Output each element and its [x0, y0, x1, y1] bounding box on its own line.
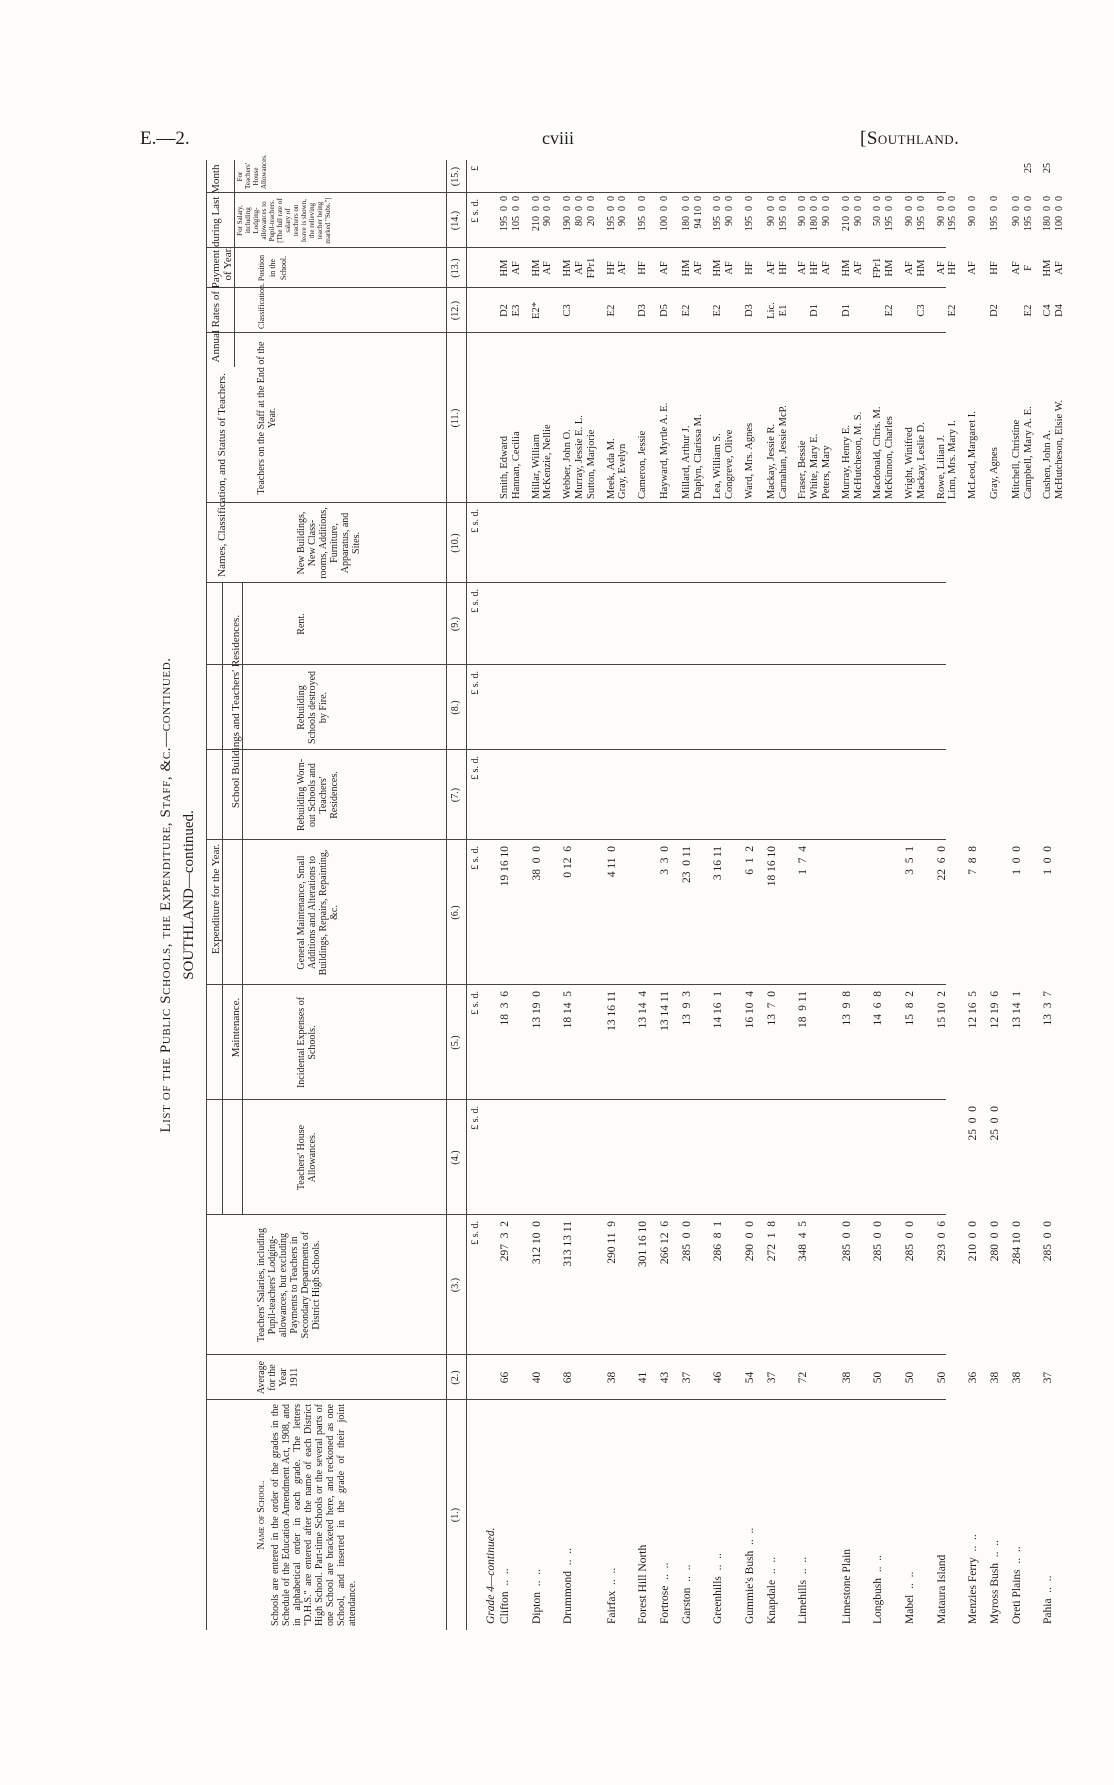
teacher-position: AF	[797, 261, 809, 275]
teacher-salary: 210 0 0	[840, 196, 852, 231]
incidental-expenses: 18 3 6	[499, 991, 511, 1026]
teacher-classification: E2	[605, 304, 617, 317]
incidental-expenses: 13 14 11	[659, 991, 671, 1031]
teacher-salary: 195 0 0	[915, 196, 927, 231]
teacher-salary: 50 0 0	[872, 196, 884, 226]
teacher-position: AF	[967, 261, 979, 275]
teacher-classification: E2	[712, 304, 724, 317]
column-header-c6: General Maintenance, Small Additions and Alterations to Buildings, Repairs, Repainting, &c.	[296, 849, 340, 976]
school-name: Mabel .. ..	[904, 1571, 916, 1624]
teacher-name: Murray, Henry E.	[840, 425, 852, 499]
teacher-name: Wright, Winifred	[904, 427, 915, 499]
teacher-classification: C4	[1042, 304, 1054, 317]
teacher-salary: 180 0 0	[809, 196, 821, 231]
column-number: (15.)	[450, 166, 461, 187]
teacher-position: HM	[680, 259, 692, 277]
incidental-expenses: 13 14 1	[1010, 991, 1023, 1029]
average-attendance: 50	[872, 1371, 885, 1384]
school-name: Clifton .. ..	[499, 1568, 511, 1624]
teacher-classification: E2	[884, 304, 896, 317]
incidental-expenses: 13 7 0	[765, 991, 778, 1026]
school-name: Pahia .. ..	[1042, 1575, 1055, 1624]
average-attendance: 50	[904, 1371, 916, 1384]
teacher-classification: D2	[499, 304, 510, 317]
teacher-salary: 195 0 0	[947, 196, 959, 231]
school-col-title: Name of School.	[256, 1480, 267, 1550]
teacher-classification: C3	[915, 304, 927, 317]
house-allowance: 25 0 0	[967, 1106, 980, 1141]
money-units: £ s. d.	[470, 509, 481, 533]
group-buildings: School Buildings and Teachers' Residences.	[230, 583, 243, 840]
column-header-c8: Rebuilding Schools destroyed by Fire.	[296, 670, 329, 745]
teacher-salary: 94 10 0	[692, 196, 704, 229]
teacher-classification: E1	[777, 304, 789, 317]
teacher-classification: E2*	[530, 302, 542, 319]
average-attendance: 43	[659, 1371, 671, 1384]
teachers-salaries: 293 0 6	[935, 1221, 948, 1262]
teacher-position: FPr1	[585, 257, 597, 279]
incidental-expenses: 14 16 1	[712, 991, 725, 1029]
school-name: Knapdale .. ..	[765, 1556, 778, 1624]
teacher-name: Webber, John O.	[562, 429, 574, 499]
teacher-classification: D2	[989, 304, 1000, 317]
teacher-name: Cushen, John A.	[1042, 430, 1054, 499]
teacher-position: HM	[712, 259, 724, 277]
incidental-expenses: 13 9 8	[840, 991, 853, 1026]
school-name: Menzies Ferry .. ..	[967, 1534, 980, 1624]
teachers-salaries: 272 1 8	[765, 1221, 778, 1262]
incidental-expenses: 15 8 2	[904, 991, 916, 1026]
column-number: (10.)	[450, 533, 461, 553]
group-expenditure: Expenditure for the Year.	[210, 583, 223, 1215]
teacher-name: McKenzie, Nellie	[542, 424, 554, 499]
teacher-salary: 90 0 0	[821, 196, 832, 226]
teacher-position: HM	[562, 259, 574, 277]
table-title: List of the Public Schools, the Expenditure, Staff, &c.—continued.	[158, 657, 174, 1133]
column-header-c3: Teachers' Salaries, including Pupil-teachers' Lodging-allowances, but excluding Payments to Teachers in Secondary Departments of District High Schools.	[256, 1227, 322, 1343]
money-units: £ s. d.	[470, 671, 481, 695]
teachers-salaries: 313 13 11	[562, 1221, 575, 1267]
general-maintenance: 0 12 6	[562, 846, 575, 878]
school-name: Drummond .. ..	[562, 1547, 575, 1624]
column-header-c7: Rebuilding Worn-out Schools and Teachers' Residences.	[296, 758, 340, 832]
teacher-name: Daplyn, Clarissa M.	[692, 414, 704, 499]
teacher-salary: 90 0 0	[617, 196, 629, 226]
teacher-position: HF	[989, 261, 1000, 275]
incidental-expenses: 14 6 8	[872, 991, 885, 1026]
teacher-classification: C3	[562, 304, 574, 317]
incidental-expenses: 13 14 4	[637, 991, 650, 1029]
grade-label: Grade 4—continued.	[485, 1527, 497, 1624]
column-header-c11: Teachers on the Staff at the End of the Year.	[256, 341, 278, 495]
teacher-name: Millard, Arthur J.	[680, 425, 692, 499]
teacher-salary: 195 0 0	[712, 196, 724, 231]
average-attendance: 38	[1010, 1371, 1023, 1384]
page-number: cviii	[542, 128, 574, 148]
teacher-position: AF	[617, 261, 629, 275]
school-col-note: Schools are entered in the order of the grades in the Schedule of the Education Amendment Act, 1908, and in alphabetical order in each grade. The letters "D.H.S." are entered after the name of each District High School. Part-time Schools or the several parts of one School are bracketed here, and reckoned as one School, and inserted in the grade of their joint attendance.	[270, 1404, 358, 1626]
school-name: Limestone Plain	[840, 1548, 853, 1624]
teachers-salaries: 297 3 2	[499, 1221, 511, 1262]
teachers-salaries: 285 0 0	[840, 1221, 853, 1262]
column-number: (7.)	[450, 787, 461, 803]
average-attendance: 37	[765, 1371, 778, 1384]
group-staff: Names, Classification, and Status of Teachers.	[216, 373, 228, 577]
teacher-classification: D3	[637, 304, 649, 317]
teacher-name: Sutton, Marjorie	[585, 429, 597, 499]
teacher-name: Linn, Mrs. Mary I.	[947, 420, 959, 499]
teacher-classification: D1	[809, 304, 821, 317]
school-name: Longbush .. ..	[872, 1555, 885, 1624]
teachers-salaries: 290 0 0	[744, 1221, 756, 1262]
teacher-salary: 195 0 0	[777, 196, 789, 231]
teacher-position: AF	[765, 261, 777, 275]
teacher-name: McHutcheson, Elsie W.	[1054, 399, 1066, 499]
teacher-name: Murray, Jessie E. L.	[574, 415, 585, 499]
average-attendance: 36	[967, 1371, 980, 1384]
teacher-house-allowance: 25	[1042, 163, 1054, 173]
teacher-position: AF	[1054, 261, 1066, 275]
teacher-name: Cameron, Jessie	[637, 430, 649, 499]
teacher-salary: 100 0 0	[659, 196, 670, 231]
teachers-salaries: 285 0 0	[680, 1221, 693, 1262]
average-attendance: 38	[840, 1371, 853, 1384]
teacher-salary: 90 0 0	[935, 196, 947, 226]
teacher-salary: 195 0 0	[605, 196, 617, 231]
teacher-position: AF	[692, 261, 704, 275]
incidental-expenses: 12 19 6	[989, 991, 1001, 1029]
teacher-name: Ward, Mrs. Agnes	[744, 422, 755, 499]
teacher-position: AF	[935, 261, 947, 275]
general-maintenance: 3 3 0	[659, 846, 671, 875]
teacher-position: HF	[744, 261, 755, 275]
teachers-salaries: 266 12 6	[659, 1221, 671, 1265]
teacher-position: HM	[840, 259, 852, 277]
column-number: (11.)	[450, 408, 461, 428]
teachers-salaries: 284 10 0	[1010, 1221, 1023, 1265]
house-allowance: 25 0 0	[989, 1106, 1001, 1141]
average-attendance: 38	[605, 1371, 618, 1384]
general-maintenance: 38 0 0	[530, 846, 543, 881]
teacher-position: HM	[915, 259, 927, 277]
teachers-salaries: 348 4 5	[797, 1221, 810, 1262]
general-maintenance: 7 8 8	[967, 846, 980, 875]
column-number: (4.)	[450, 1150, 461, 1165]
school-name: Dipton .. ..	[530, 1569, 543, 1624]
school-name: Fairfax .. ..	[605, 1567, 618, 1624]
incidental-expenses: 18 9 11	[797, 991, 810, 1028]
teacher-salary: 105 0 0	[510, 196, 522, 231]
money-units: £ s. d.	[470, 756, 481, 780]
average-attendance: 68	[562, 1371, 575, 1384]
general-maintenance: 23 0 11	[680, 846, 693, 883]
teacher-position: HM	[499, 259, 510, 277]
money-units: £ s. d.	[470, 589, 481, 613]
column-header-c15: For Teachers' House Allowances.	[236, 154, 268, 189]
general-maintenance: 4 11 0	[605, 846, 618, 878]
teacher-salary: 90 0 0	[542, 196, 554, 226]
teacher-classification: D4	[1054, 304, 1066, 317]
teacher-salary: 90 0 0	[765, 196, 777, 226]
column-header-c1	[256, 1404, 358, 1626]
teachers-salaries: 210 0 0	[967, 1221, 980, 1262]
teacher-position: AF	[724, 261, 736, 275]
teacher-salary: 20 0 0	[585, 196, 597, 226]
teachers-salaries: 312 10 0	[530, 1221, 543, 1265]
column-number: (12.)	[450, 300, 461, 321]
teacher-salary: 210 0 0	[530, 196, 542, 231]
teacher-name: Mitchell, Christine	[1010, 419, 1022, 499]
teacher-position: HM	[1042, 259, 1054, 277]
teacher-salary: 100 0 0	[1054, 196, 1066, 231]
teachers-salaries: 301 16 10	[637, 1221, 650, 1267]
teacher-salary: 90 0 0	[1010, 196, 1022, 226]
teacher-position: AF	[821, 261, 832, 275]
teacher-name: Mackay, Leslie D.	[915, 422, 927, 499]
teacher-name: Smith, Edward	[499, 436, 510, 499]
teacher-position: HF	[637, 261, 649, 275]
average-attendance: 40	[530, 1371, 543, 1384]
teacher-salary: 90 0 0	[852, 196, 864, 226]
incidental-expenses: 13 3 7	[1042, 991, 1055, 1026]
teacher-classification: E3	[510, 304, 522, 317]
column-number: (5.)	[450, 1035, 461, 1050]
column-header-c5: Incidental Expenses of Schools.	[296, 996, 318, 1089]
teacher-salary: 195 0 0	[1022, 196, 1034, 231]
teacher-classification: D3	[744, 304, 755, 317]
teacher-classification: Lic.	[765, 302, 777, 319]
teacher-position: FPr1	[872, 257, 884, 279]
general-maintenance: 1 0 0	[1010, 846, 1023, 875]
column-header-c14: For Salary, including Lodging-allowances to Pupil-teachers. [The full rate of salary of teachers on leave is shown, the relieving teacher being marked "Subs."]	[236, 197, 332, 244]
average-attendance: 46	[712, 1371, 725, 1384]
column-header-c9: Rent.	[296, 613, 307, 635]
average-attendance: 72	[797, 1371, 810, 1384]
teacher-name: Fraser, Bessie	[797, 440, 809, 499]
general-maintenance: 3 16 11	[712, 846, 725, 881]
teacher-salary: 195 0 0	[744, 196, 755, 231]
teachers-salaries: 285 0 0	[904, 1221, 916, 1262]
money-units: £ s. d.	[470, 846, 481, 870]
column-header-c4: Teachers' House Allowances.	[296, 1124, 318, 1191]
teacher-salary: 90 0 0	[904, 196, 915, 226]
teacher-name: McHutcheson, M. S.	[852, 411, 864, 499]
teacher-name: Hayward, Myrtle A. E.	[659, 402, 670, 499]
general-maintenance: 19 16 10	[499, 846, 511, 887]
teacher-name: White, Mary E.	[809, 433, 821, 499]
teacher-position: AF	[659, 261, 670, 275]
teacher-salary: 80 0 0	[574, 196, 585, 226]
teacher-name: Mackay, Jessie R.	[765, 423, 777, 499]
column-number: (9.)	[450, 616, 461, 632]
teacher-salary: 180 0 0	[1042, 196, 1054, 231]
incidental-expenses: 13 19 0	[530, 991, 543, 1029]
column-number: (8.)	[450, 700, 461, 715]
page-header-left: E.—2.	[140, 128, 190, 149]
group-maintenance: Maintenance.	[230, 840, 243, 1215]
teacher-salary: 90 0 0	[724, 196, 736, 226]
group-rates: Annual Rates of Payment during Last Month of Year.	[210, 160, 235, 367]
school-name: Mataura Island	[935, 1554, 948, 1624]
general-maintenance: 18 16 10	[765, 846, 778, 887]
rotated-table	[106, 154, 1066, 1630]
teacher-classification: E2	[1022, 304, 1034, 317]
teacher-salary: 180 0 0	[680, 196, 692, 231]
teacher-salary: 195 0 0	[884, 196, 896, 231]
teachers-salaries: 286 8 1	[712, 1221, 725, 1262]
average-attendance: 50	[935, 1371, 948, 1384]
general-maintenance: 3 5 1	[904, 846, 916, 875]
teachers-salaries: 285 0 0	[1042, 1221, 1055, 1262]
school-name: Forest Hill North	[637, 1544, 650, 1624]
teacher-name: Gray, Evelyn	[617, 443, 629, 499]
money-units: £ s. d.	[470, 199, 481, 223]
teacher-position: AF	[904, 261, 915, 275]
teacher-position: HF	[605, 261, 617, 275]
general-maintenance: 1 7 4	[797, 846, 810, 875]
teacher-position: AF	[510, 261, 522, 275]
column-header-c13: Position in the School.	[257, 254, 288, 282]
column-number: (6.)	[450, 905, 461, 920]
teacher-position: F	[1022, 265, 1034, 271]
teacher-name: Carnahan, Jessie McP.	[777, 405, 789, 499]
teacher-classification: E2	[680, 304, 692, 317]
table-subtitle: SOUTHLAND—continued.	[181, 810, 197, 980]
school-name: Oreti Plains .. ..	[1010, 1546, 1023, 1624]
teacher-classification: D1	[840, 304, 852, 317]
teacher-salary: 190 0 0	[562, 196, 574, 231]
column-header-c12: Classification.	[257, 283, 266, 329]
incidental-expenses: 13 9 3	[680, 991, 693, 1026]
column-number: (3.)	[450, 1277, 461, 1293]
average-attendance: 38	[989, 1371, 1001, 1384]
teacher-classification: E2	[947, 304, 959, 317]
teacher-name: Peters, Mary	[821, 445, 832, 499]
money-units: £	[470, 166, 481, 171]
average-attendance: 66	[499, 1371, 511, 1384]
teacher-position: AF	[574, 261, 585, 275]
column-number: (13.)	[450, 258, 461, 278]
teachers-salaries: 280 0 0	[989, 1221, 1001, 1262]
teachers-salaries: 290 11 9	[605, 1221, 618, 1264]
teacher-name: McKinnon, Charles	[884, 416, 896, 499]
column-number: (1.)	[450, 1507, 461, 1523]
teacher-salary: 90 0 0	[797, 196, 809, 226]
school-name: Myross Bush .. ..	[989, 1539, 1001, 1624]
teacher-name: Millar, William	[530, 434, 542, 499]
teacher-name: Rowe, Lilian J.	[935, 434, 947, 499]
teacher-house-allowance: 25	[1022, 163, 1034, 173]
teacher-name: Meek, Ada M.	[605, 438, 617, 499]
teacher-position: HM	[884, 259, 896, 277]
teacher-position: AF	[1010, 261, 1022, 275]
general-maintenance: 6 1 2	[744, 846, 756, 875]
incidental-expenses: 12 16 5	[967, 991, 980, 1029]
teachers-salaries: 285 0 0	[872, 1221, 885, 1262]
incidental-expenses: 13 16 11	[605, 991, 618, 1031]
column-number: (2.)	[450, 1370, 461, 1385]
teacher-salary: 195 0 0	[499, 196, 510, 231]
teacher-name: Macdonald, Chris. M.	[872, 406, 884, 499]
teacher-salary: 195 0 0	[989, 196, 1000, 231]
incidental-expenses: 16 10 4	[744, 991, 756, 1029]
money-units: £ s. d.	[470, 1221, 481, 1245]
teacher-name: Hannan, Cecilia	[510, 431, 522, 499]
incidental-expenses: 18 14 5	[562, 991, 575, 1029]
school-name: Garston .. ..	[680, 1564, 693, 1624]
school-name: Fortrose .. ..	[659, 1562, 671, 1624]
teacher-salary: 90 0 0	[967, 196, 979, 226]
money-units: £ s. d.	[470, 991, 481, 1015]
teacher-position: HF	[777, 261, 789, 275]
teacher-classification: D5	[659, 304, 670, 317]
teacher-position: AF	[852, 261, 864, 275]
teacher-salary: 195 0 0	[637, 196, 649, 231]
teacher-name: McLeod, Margaret I.	[967, 411, 979, 499]
teacher-name: Campbell, Mary A. E.	[1022, 406, 1034, 499]
teacher-position: HF	[947, 261, 959, 275]
general-maintenance: 1 0 0	[1042, 846, 1055, 875]
teacher-name: Congreve, Olive	[724, 429, 736, 499]
column-header-c10: New Buildings, New Class-rooms, Additions, Furniture, Apparatus, and Sites.	[296, 507, 362, 579]
school-name: Limehills .. ..	[797, 1556, 810, 1624]
page-header-right: [Southland.	[860, 128, 960, 149]
teacher-position: HM	[530, 259, 542, 277]
school-name: Greenhills .. ..	[712, 1553, 725, 1624]
teacher-position: HF	[809, 261, 821, 275]
incidental-expenses: 15 10 2	[935, 991, 948, 1029]
teacher-name: Lea, William S.	[712, 433, 724, 499]
teacher-position: AF	[542, 261, 554, 275]
money-units: £ s. d.	[470, 1106, 481, 1130]
column-header-c2: Average for the Year 1911	[256, 1360, 300, 1395]
average-attendance: 37	[1042, 1371, 1055, 1384]
average-attendance: 41	[637, 1371, 650, 1384]
column-number: (14.)	[450, 210, 461, 231]
average-attendance: 37	[680, 1371, 693, 1384]
general-maintenance: 22 6 0	[935, 846, 948, 881]
school-name: Gummie's Bush .. ..	[744, 1527, 756, 1624]
average-attendance: 54	[744, 1371, 756, 1384]
teacher-name: Gray, Agnes	[989, 447, 1000, 499]
